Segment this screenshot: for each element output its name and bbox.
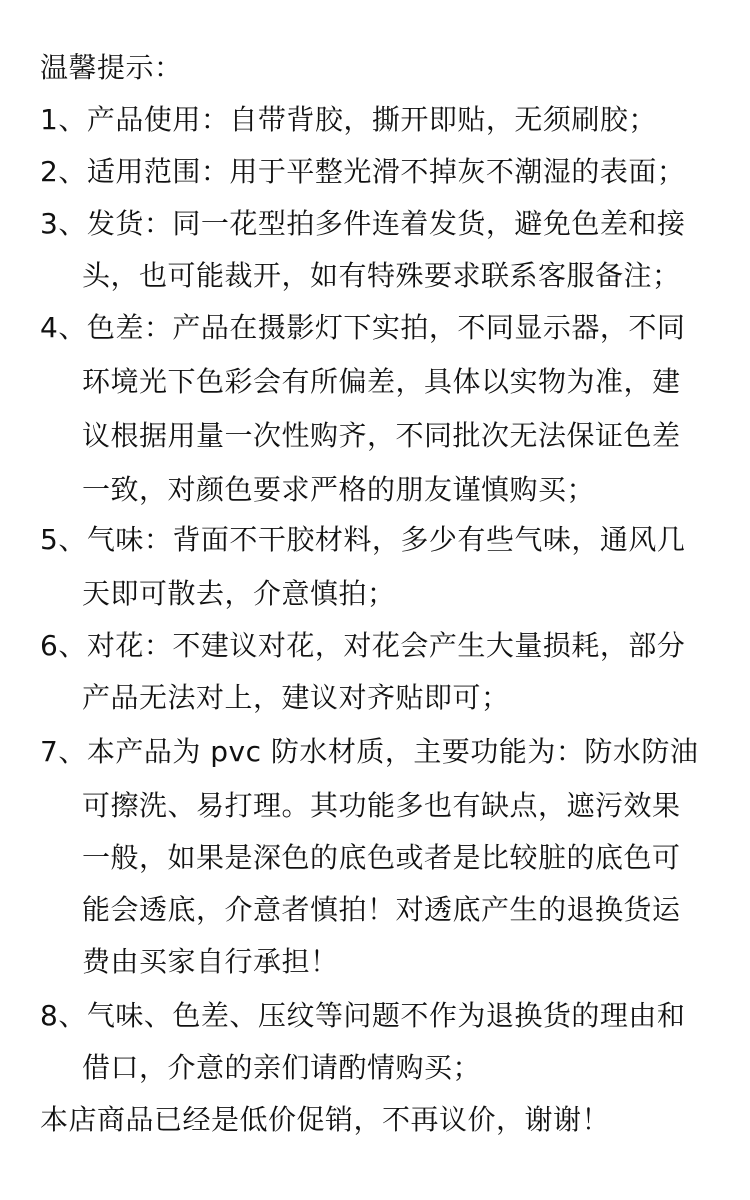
item-8-number: 8、 [40, 999, 87, 1032]
item-8-line-2: 借口，介意的亲们请酌情购买； [82, 1051, 482, 1084]
item-2-number: 2、 [40, 155, 87, 188]
item-2-text: 适用范围：用于平整光滑不掉灰不潮湿的表面； [86, 155, 686, 188]
item-7-text-1: 本产品为 pvc 防水材质，主要功能为：防水防油 [86, 735, 699, 768]
item-7-line-5: 费由买家自行承担！ [82, 945, 339, 978]
item-2-line-1 [40, 152, 685, 192]
notice-title: 温馨提示： [40, 51, 183, 84]
item-7-number: 7、 [40, 735, 87, 768]
item-5-number: 5、 [40, 523, 87, 556]
item-4-line-4: 一致，对颜色要求严格的朋友谨慎购买； [82, 473, 596, 506]
item-7-line-2: 可擦洗、易打理。其功能多也有缺点，遮污效果 [82, 789, 681, 822]
item-7-line-4: 能会透底，介意者慎拍！对透底产生的退换货运 [82, 893, 681, 926]
item-7-line-1 [40, 732, 698, 772]
notice-footer: 本店商品已经是低价促销，不再议价，谢谢！ [40, 1103, 611, 1136]
item-4-line-1 [40, 308, 685, 348]
item-8-text-1: 气味、色差、压纹等问题不作为退换货的理由和 [86, 999, 686, 1032]
item-1-line-1 [40, 100, 657, 140]
item-5-text-1: 气味：背面不干胶材料，多少有些气味，通风几 [86, 523, 686, 556]
item-5-line-2: 天即可散去，介意慎拍； [82, 577, 396, 610]
item-8-line-1 [40, 996, 685, 1036]
item-4-number: 4、 [40, 311, 87, 344]
item-6-line-1 [40, 626, 685, 666]
item-1-text: 产品使用：自带背胶，撕开即贴，无须刷胶； [86, 103, 657, 136]
item-5-line-1 [40, 520, 685, 560]
item-7-line-3: 一般，如果是深色的底色或者是比较脏的底色可 [82, 841, 681, 874]
item-3-number: 3、 [40, 207, 87, 240]
item-6-line-2: 产品无法对上，建议对齐贴即可； [82, 681, 510, 714]
item-6-text-1: 对花：不建议对花，对花会产生大量损耗，部分 [86, 629, 686, 662]
item-4-line-3: 议根据用量一次性购齐，不同批次无法保证色差 [82, 419, 681, 452]
item-6-number: 6、 [40, 629, 87, 662]
item-3-line-1 [40, 204, 685, 244]
item-3-line-2: 头，也可能裁开，如有特殊要求联系客服备注； [82, 259, 681, 292]
item-3-text-1: 发货：同一花型拍多件连着发货，避免色差和接 [86, 207, 686, 240]
item-4-text-1: 色差：产品在摄影灯下实拍，不同显示器，不同 [86, 311, 686, 344]
item-4-line-2: 环境光下色彩会有所偏差，具体以实物为准，建 [82, 365, 681, 398]
item-1-number: 1、 [40, 103, 87, 136]
